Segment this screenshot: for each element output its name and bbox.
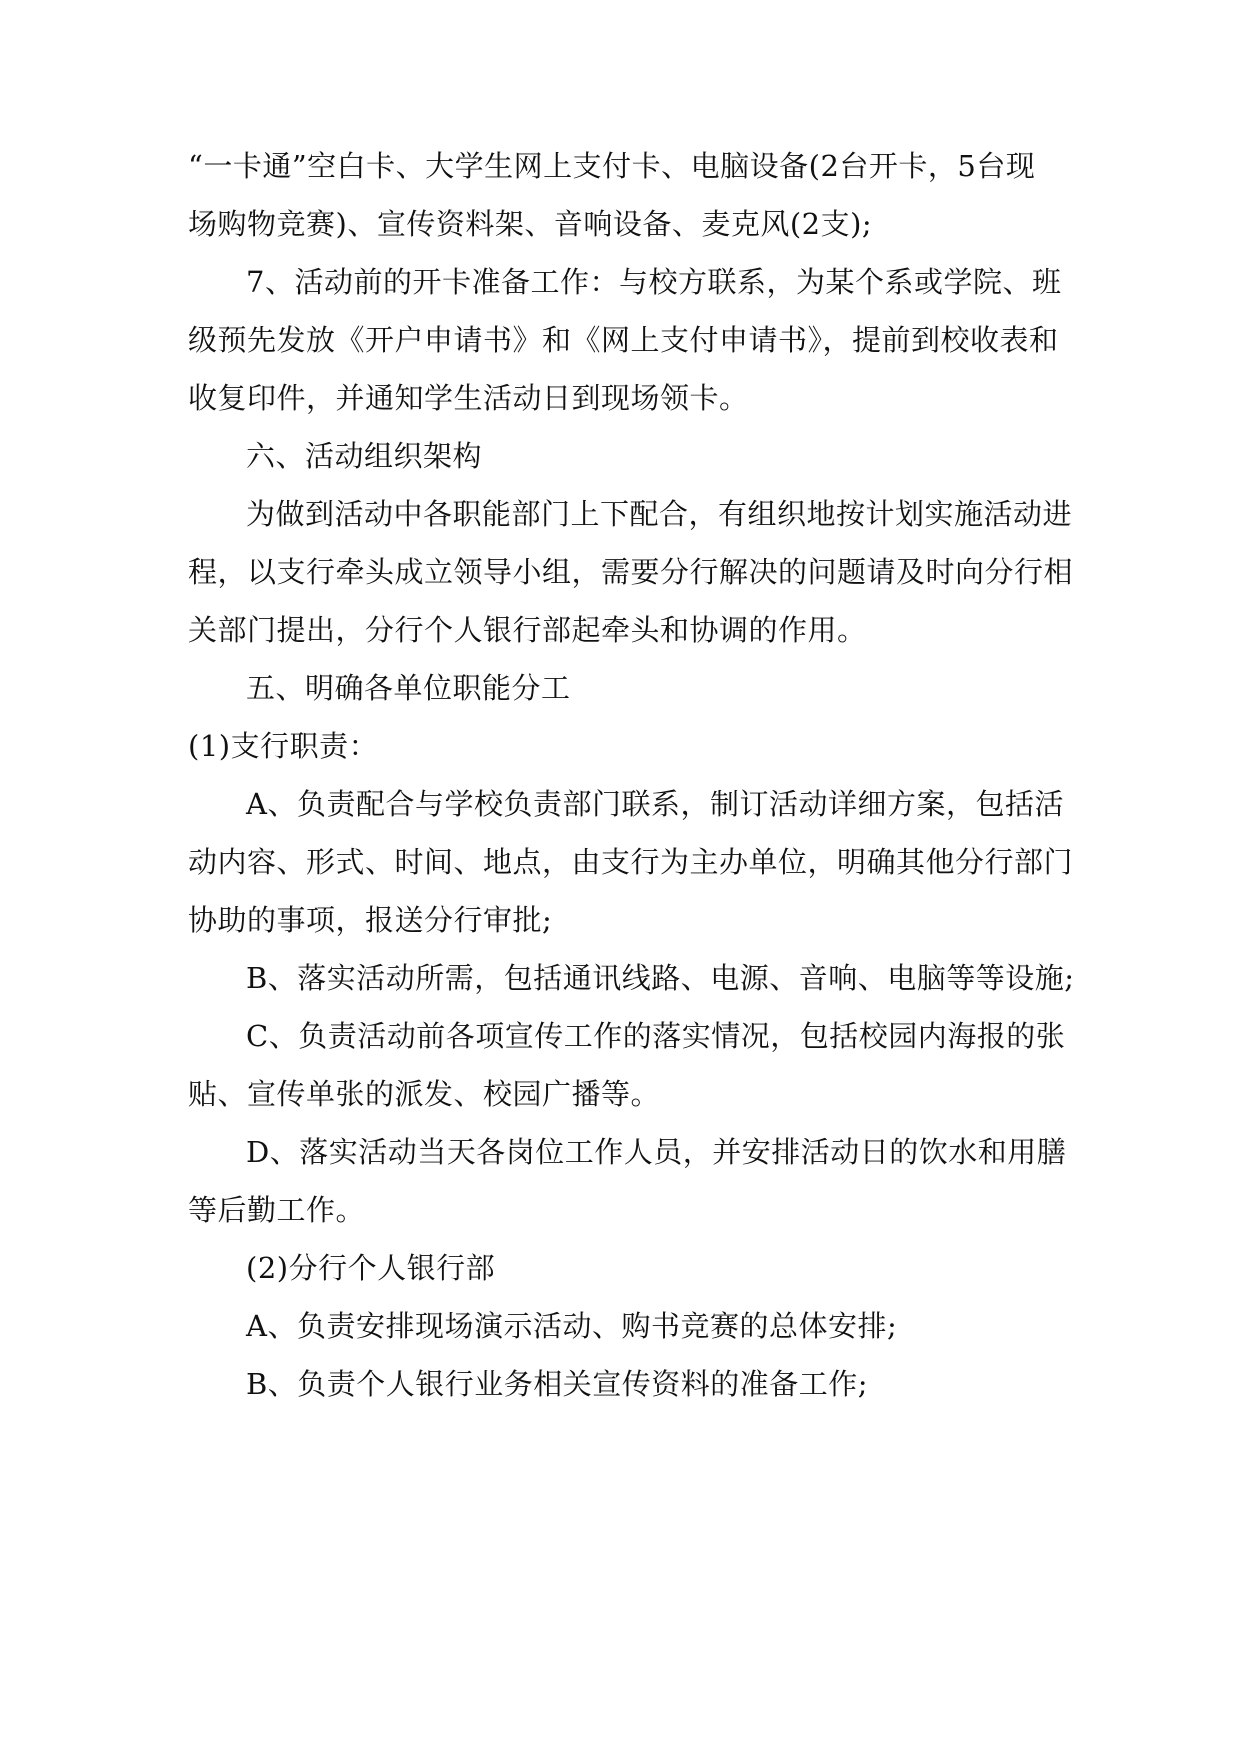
text-line-17: 贴、宣传单张的派发、校园广播等。 (188, 1077, 661, 1111)
text-line-8: 程，以支行牵头成立领导小组，需要分行解决的问题请及时向分行相 (188, 555, 1074, 589)
text-line-4: 级预先发放《开户申请书》和《网上支付申请书》，提前到校收表和 (188, 323, 1059, 357)
text-line-19: 等后勤工作。 (188, 1193, 366, 1227)
text-line-15: B、落实活动所需，包括通讯线路、电源、音响、电脑等等设施; (246, 961, 1075, 995)
section-heading-five: 五、明确各单位职能分工 (246, 671, 571, 705)
text-line-13: 动内容、形式、时间、地点，由支行为主办单位，明确其他分行部门 (188, 845, 1074, 879)
text-line-3: 7、活动前的开卡准备工作：与校方联系，为某个系或学院、班 (246, 265, 1062, 299)
text-line-16: C、负责活动前各项宣传工作的落实情况，包括校园内海报的张 (246, 1019, 1066, 1053)
section-heading-six: 六、活动组织架构 (246, 439, 483, 473)
text-line-1: “一卡通”空白卡、大学生网上支付卡、电脑设备(2台开卡，5台现 (188, 149, 1036, 183)
text-line-2: 场购物竞赛)、宣传资料架、音响设备、麦克风(2支); (188, 207, 873, 241)
text-line-12: A、负责配合与学校负责部门联系，制订活动详细方案，包括活 (246, 787, 1064, 821)
subheading-personal-banking: (2)分行个人银行部 (246, 1251, 496, 1285)
subheading-branch-duties: (1)支行职责： (188, 729, 379, 763)
text-line-5: 收复印件，并通知学生活动日到现场领卡。 (188, 381, 749, 415)
text-line-18: D、落实活动当天各岗位工作人员，并安排活动日的饮水和用膳 (246, 1135, 1067, 1169)
text-line-14: 协助的事项，报送分行审批; (188, 903, 553, 937)
text-line-7: 为做到活动中各职能部门上下配合，有组织地按计划实施活动进 (246, 497, 1073, 531)
text-line-9: 关部门提出，分行个人银行部起牵头和协调的作用。 (188, 613, 867, 647)
text-line-22: B、负责个人银行业务相关宣传资料的准备工作; (246, 1367, 869, 1401)
text-line-21: A、负责安排现场演示活动、购书竞赛的总体安排; (246, 1309, 898, 1343)
